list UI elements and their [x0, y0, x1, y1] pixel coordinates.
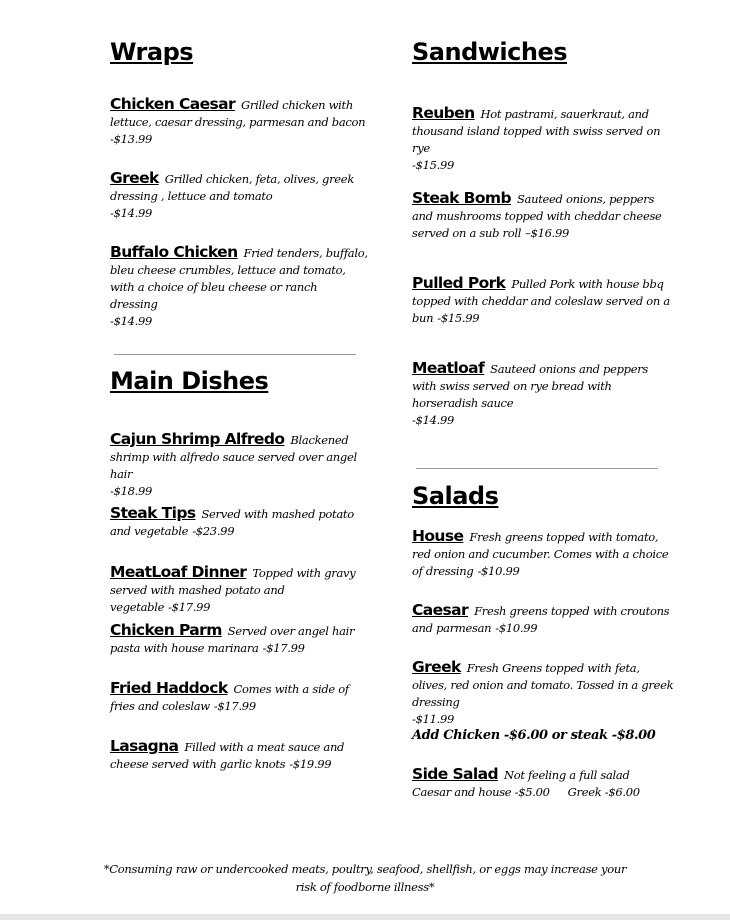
- item-desc: Pulled Pork with house bbq topped with cheddar and coleslaw served on a bun: [412, 277, 670, 325]
- item-desc: Served with mashed potato and vegetable: [110, 507, 354, 538]
- item-price: –$16.99: [525, 226, 570, 240]
- item-name: Reuben: [412, 104, 475, 122]
- side-salad-option: Caesar and house -$5.00: [412, 785, 550, 799]
- item-name: Caesar: [412, 601, 469, 619]
- item-desc: Fresh greens topped with croutons and parmesan: [412, 604, 670, 635]
- item-name: MeatLoaf Dinner: [110, 563, 247, 581]
- item-price: -$11.99: [412, 712, 455, 726]
- menu-item: [412, 190, 674, 242]
- item-price: -$18.99: [110, 484, 153, 498]
- item-desc: Fresh Greens topped with feta, olives, red onion and tomato. Tossed in a greek dressing: [412, 661, 674, 709]
- item-desc: Filled with a meat sauce and cheese served with garlic knots: [110, 740, 345, 771]
- item-price: -$10.99: [477, 564, 520, 578]
- item-price: -$14.99: [110, 314, 153, 328]
- item-desc: Grilled chicken with lettuce, caesar dressing, parmesan and bacon: [110, 98, 366, 129]
- menu-item: [110, 680, 368, 715]
- item-name: Steak Bomb: [412, 189, 511, 207]
- sandwiches-title: Sandwiches: [412, 38, 568, 66]
- foodborne-illness-disclaimer: *Consuming raw or undercooked meats, poultry, seafood, shellfish, or eggs may increase your risk of foodborne illness*: [103, 862, 627, 894]
- item-desc: Blackened shrimp with alfredo sauce served over angel hair: [110, 433, 357, 481]
- item-price: -$15.99: [412, 158, 455, 172]
- item-price: -$14.99: [110, 206, 153, 220]
- item-desc: Served over angel hair pasta with house marinara: [110, 624, 355, 655]
- item-name: Lasagna: [110, 737, 179, 755]
- item-desc: Not feeling a full salad: [503, 768, 630, 782]
- item-desc: Fried tenders, buffalo, bleu cheese crumbles, lettuce and tomato, with a choice of bleu cheese or ranch dressing: [110, 246, 368, 311]
- main-dishes-title: Main Dishes: [110, 367, 269, 395]
- item-price: -$17.99: [168, 600, 211, 614]
- menu-item: [412, 659, 674, 728]
- item-price: -$14.99: [412, 413, 455, 427]
- item-name: Meatloaf: [412, 359, 485, 377]
- item-desc: Topped with gravy served with mashed potato and vegetable: [110, 566, 356, 614]
- section-divider: [114, 354, 356, 355]
- item-name: Steak Tips: [110, 504, 196, 522]
- item-price: -$23.99: [192, 524, 235, 538]
- item-desc: Sauteed onions and peppers with swiss served on rye bread with horseradish sauce: [412, 362, 649, 410]
- menu-item: [412, 105, 674, 174]
- menu-item: [110, 622, 368, 657]
- item-desc: Comes with a side of fries and coleslaw: [110, 682, 349, 713]
- item-name: Greek: [412, 658, 461, 676]
- item-price: -$13.99: [110, 132, 153, 146]
- add-protein-note: Add Chicken -$6.00 or steak -$8.00: [412, 728, 656, 743]
- section-divider: [416, 468, 658, 469]
- item-name: Pulled Pork: [412, 274, 506, 292]
- item-price: -$10.99: [495, 621, 538, 635]
- item-name: Buffalo Chicken: [110, 243, 238, 261]
- item-name: Cajun Shrimp Alfredo: [110, 430, 285, 448]
- menu-item: [412, 360, 674, 429]
- menu-item: [110, 431, 368, 500]
- wraps-title: Wraps: [110, 38, 194, 66]
- side-salad-item: [412, 766, 674, 801]
- item-desc: Hot pastrami, sauerkraut, and thousand island topped with swiss served on rye: [412, 107, 661, 155]
- item-name: Side Salad: [412, 765, 498, 783]
- menu-item: [110, 96, 368, 148]
- item-name: House: [412, 527, 464, 545]
- menu-item: [110, 505, 368, 540]
- menu-item: [412, 602, 674, 637]
- page-bottom-edge: [0, 914, 730, 920]
- item-name: Greek: [110, 169, 159, 187]
- item-price: -$17.99: [262, 641, 305, 655]
- menu-item: [412, 528, 674, 580]
- menu-item: [412, 275, 674, 327]
- menu-item: [110, 564, 368, 616]
- menu-item: [110, 170, 368, 222]
- item-desc: Fresh greens topped with tomato, red onion and cucumber. Comes with a choice of dressing: [412, 530, 669, 578]
- item-name: Fried Haddock: [110, 679, 228, 697]
- item-desc: Grilled chicken, feta, olives, greek dressing , lettuce and tomato: [110, 172, 354, 203]
- item-name: Chicken Parm: [110, 621, 222, 639]
- item-desc: Sauteed onions, peppers and mushrooms topped with cheddar cheese served on a sub roll: [412, 192, 662, 240]
- item-price: -$15.99: [437, 311, 480, 325]
- menu-item: [110, 738, 368, 773]
- item-name: Chicken Caesar: [110, 95, 236, 113]
- item-price: -$19.99: [289, 757, 332, 771]
- side-salad-option: Greek -$6.00: [567, 785, 640, 799]
- item-price: -$17.99: [213, 699, 256, 713]
- salads-title: Salads: [412, 482, 499, 510]
- menu-item: [110, 244, 368, 330]
